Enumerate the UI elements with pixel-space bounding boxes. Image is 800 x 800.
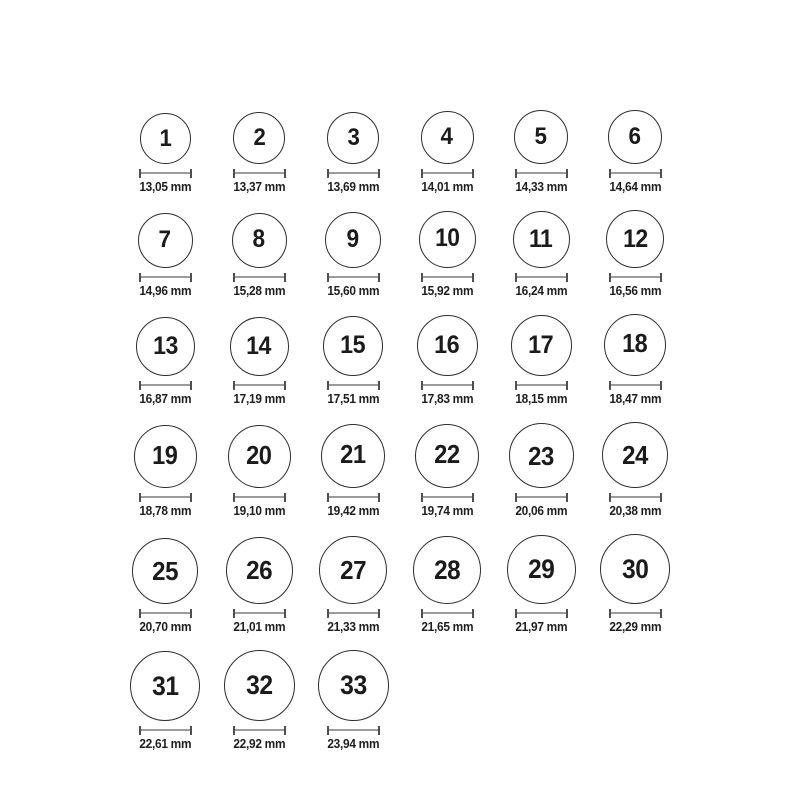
ring-size-number: 22 xyxy=(434,441,460,470)
diameter-label: 14,01 mm xyxy=(421,180,473,194)
ring-size-item xyxy=(118,534,212,634)
ring-size-item xyxy=(494,210,588,298)
ring-size-item xyxy=(118,110,212,194)
ring-size-item xyxy=(212,534,306,634)
ring-size-number: 26 xyxy=(245,555,272,586)
ring-circle xyxy=(513,211,570,268)
ring-circle xyxy=(224,650,295,721)
diameter-measure-line xyxy=(609,609,662,618)
diameter-label: 19,42 mm xyxy=(327,504,379,518)
diameter-label: 17,51 mm xyxy=(327,392,379,406)
ring-circle xyxy=(507,535,576,604)
diameter-label: 13,69 mm xyxy=(327,180,379,194)
ring-size-item xyxy=(118,314,212,406)
diameter-measure-line xyxy=(233,726,286,735)
ring-size-number: 13 xyxy=(152,331,178,360)
diameter-label: 16,56 mm xyxy=(609,284,661,298)
ring-size-item xyxy=(494,422,588,518)
diameter-measure-line xyxy=(233,273,286,282)
ring-size-number: 10 xyxy=(434,225,460,253)
ring-size-number: 5 xyxy=(534,122,548,150)
ring-size-number: 25 xyxy=(152,555,178,586)
diameter-measure-line xyxy=(327,169,380,178)
ring-size-number: 2 xyxy=(253,123,265,151)
diameter-label: 14,64 mm xyxy=(609,180,661,194)
ring-size-number: 31 xyxy=(151,670,179,701)
ring-size-item xyxy=(306,210,400,298)
ring-circle xyxy=(232,213,287,268)
ring-size-item xyxy=(212,314,306,406)
ring-size-number: 11 xyxy=(529,225,553,254)
diameter-measure-line xyxy=(421,493,474,502)
ring-size-item xyxy=(494,110,588,194)
ring-size-number: 1 xyxy=(159,124,171,152)
diameter-label: 21,97 mm xyxy=(515,620,567,634)
diameter-measure-line xyxy=(609,169,662,178)
ring-size-number: 7 xyxy=(158,226,172,254)
diameter-label: 18,15 mm xyxy=(515,392,567,406)
ring-circle xyxy=(419,211,476,268)
ring-circle xyxy=(136,317,195,376)
diameter-measure-line xyxy=(515,273,568,282)
diameter-measure-line xyxy=(515,493,568,502)
ring-size-item xyxy=(400,534,494,634)
ring-size-item xyxy=(212,650,306,751)
ring-size-number: 12 xyxy=(622,224,648,253)
diameter-label: 13,37 mm xyxy=(233,180,285,194)
diameter-measure-line xyxy=(421,381,474,390)
ring-size-number: 21 xyxy=(340,441,366,470)
ring-size-item xyxy=(212,422,306,518)
diameter-label: 19,74 mm xyxy=(421,504,473,518)
diameter-measure-line xyxy=(233,609,286,618)
ring-circle xyxy=(321,424,385,488)
ring-size-item xyxy=(494,314,588,406)
diameter-measure-line xyxy=(139,381,192,390)
diameter-label: 20,06 mm xyxy=(515,504,567,518)
diameter-label: 18,47 mm xyxy=(609,392,661,406)
ring-size-number: 29 xyxy=(527,554,555,585)
ring-size-number: 17 xyxy=(528,330,554,359)
ring-size-item xyxy=(400,210,494,298)
ring-size-number: 14 xyxy=(246,331,272,360)
diameter-measure-line xyxy=(327,381,380,390)
ring-size-number: 24 xyxy=(622,439,648,470)
diameter-label: 21,33 mm xyxy=(327,620,379,634)
diameter-measure-line xyxy=(515,169,568,178)
diameter-label: 14,33 mm xyxy=(515,180,567,194)
ring-size-number: 18 xyxy=(622,330,648,359)
ring-circle xyxy=(327,112,379,164)
ring-circle xyxy=(604,314,666,376)
diameter-label: 17,19 mm xyxy=(233,392,285,406)
ring-size-item xyxy=(588,422,682,518)
diameter-label: 19,10 mm xyxy=(233,504,285,518)
ring-circle xyxy=(230,317,289,376)
diameter-measure-line xyxy=(139,169,192,178)
diameter-measure-line xyxy=(139,609,192,618)
diameter-measure-line xyxy=(421,169,474,178)
ring-circle xyxy=(417,315,478,376)
diameter-label: 17,83 mm xyxy=(421,392,473,406)
diameter-measure-line xyxy=(515,381,568,390)
ring-circle xyxy=(319,536,387,604)
ring-size-item xyxy=(118,650,212,751)
ring-size-number: 16 xyxy=(434,330,460,359)
ring-circle xyxy=(132,538,198,604)
ring-size-item xyxy=(494,534,588,634)
ring-size-item xyxy=(306,314,400,406)
ring-size-number: 32 xyxy=(245,670,273,701)
diameter-measure-line xyxy=(421,609,474,618)
ring-size-number: 27 xyxy=(339,554,366,585)
diameter-measure-line xyxy=(609,273,662,282)
ring-size-item xyxy=(588,314,682,406)
ring-circle xyxy=(233,112,285,164)
diameter-label: 22,29 mm xyxy=(609,620,661,634)
ring-circle xyxy=(514,110,568,164)
diameter-label: 16,87 mm xyxy=(139,392,191,406)
ring-circle xyxy=(608,110,662,164)
diameter-label: 16,24 mm xyxy=(515,284,567,298)
ring-circle xyxy=(415,424,479,488)
diameter-label: 22,92 mm xyxy=(233,737,285,751)
ring-size-item xyxy=(212,210,306,298)
diameter-label: 15,92 mm xyxy=(421,284,473,298)
diameter-measure-line xyxy=(327,609,380,618)
diameter-measure-line xyxy=(421,273,474,282)
ring-size-item xyxy=(306,534,400,634)
diameter-label: 22,61 mm xyxy=(139,737,191,751)
diameter-measure-line xyxy=(327,273,380,282)
ring-size-number: 4 xyxy=(441,123,453,151)
ring-circle xyxy=(226,537,293,604)
diameter-measure-line xyxy=(327,726,380,735)
diameter-measure-line xyxy=(233,381,286,390)
ring-size-number: 30 xyxy=(621,553,649,584)
diameter-measure-line xyxy=(327,493,380,502)
diameter-measure-line xyxy=(139,273,192,282)
diameter-measure-line xyxy=(609,381,662,390)
ring-size-item xyxy=(588,534,682,634)
ring-size-item xyxy=(588,210,682,298)
ring-size-item xyxy=(306,650,400,751)
ring-size-item xyxy=(400,422,494,518)
ring-size-number: 20 xyxy=(246,441,272,470)
ring-size-item xyxy=(118,422,212,518)
ring-circle xyxy=(606,210,664,268)
ring-size-item xyxy=(400,110,494,194)
ring-size-item xyxy=(118,210,212,298)
ring-size-number: 8 xyxy=(252,226,266,254)
diameter-measure-line xyxy=(233,169,286,178)
ring-circle xyxy=(325,212,381,268)
ring-size-number: 19 xyxy=(152,441,178,470)
diameter-label: 23,94 mm xyxy=(327,737,379,751)
diameter-label: 14,96 mm xyxy=(139,284,191,298)
diameter-measure-line xyxy=(609,493,662,502)
diameter-label: 21,01 mm xyxy=(233,620,285,634)
diameter-label: 21,65 mm xyxy=(421,620,473,634)
ring-size-item xyxy=(400,314,494,406)
ring-circle xyxy=(421,111,474,164)
ring-size-number: 33 xyxy=(339,670,367,701)
ring-size-number: 15 xyxy=(340,331,366,360)
ring-circle xyxy=(130,651,200,721)
ring-circle xyxy=(413,536,481,604)
ring-size-number: 3 xyxy=(347,123,359,151)
ring-circle xyxy=(509,423,574,488)
ring-circle xyxy=(140,113,191,164)
diameter-measure-line xyxy=(515,609,568,618)
diameter-label: 20,38 mm xyxy=(609,504,661,518)
ring-circle xyxy=(228,425,291,488)
ring-size-item xyxy=(212,110,306,194)
ring-circle xyxy=(602,422,668,488)
ring-circle xyxy=(134,425,197,488)
diameter-label: 20,70 mm xyxy=(139,620,191,634)
diameter-label: 13,05 mm xyxy=(139,180,191,194)
ring-size-number: 6 xyxy=(628,122,642,150)
ring-circle xyxy=(318,650,389,721)
ring-size-item xyxy=(306,422,400,518)
ring-circle xyxy=(323,316,383,376)
diameter-measure-line xyxy=(233,493,286,502)
ring-size-number: 23 xyxy=(528,440,554,471)
diameter-label: 18,78 mm xyxy=(139,504,191,518)
ring-circle xyxy=(511,315,572,376)
ring-size-number: 28 xyxy=(433,554,461,585)
ring-size-item xyxy=(306,110,400,194)
diameter-label: 15,60 mm xyxy=(327,284,379,298)
ring-circle xyxy=(138,213,193,268)
diameter-label: 15,28 mm xyxy=(233,284,285,298)
ring-size-number: 9 xyxy=(346,225,360,253)
diameter-measure-line xyxy=(139,493,192,502)
ring-size-item xyxy=(588,110,682,194)
ring-circle xyxy=(600,534,670,604)
diameter-measure-line xyxy=(139,726,192,735)
